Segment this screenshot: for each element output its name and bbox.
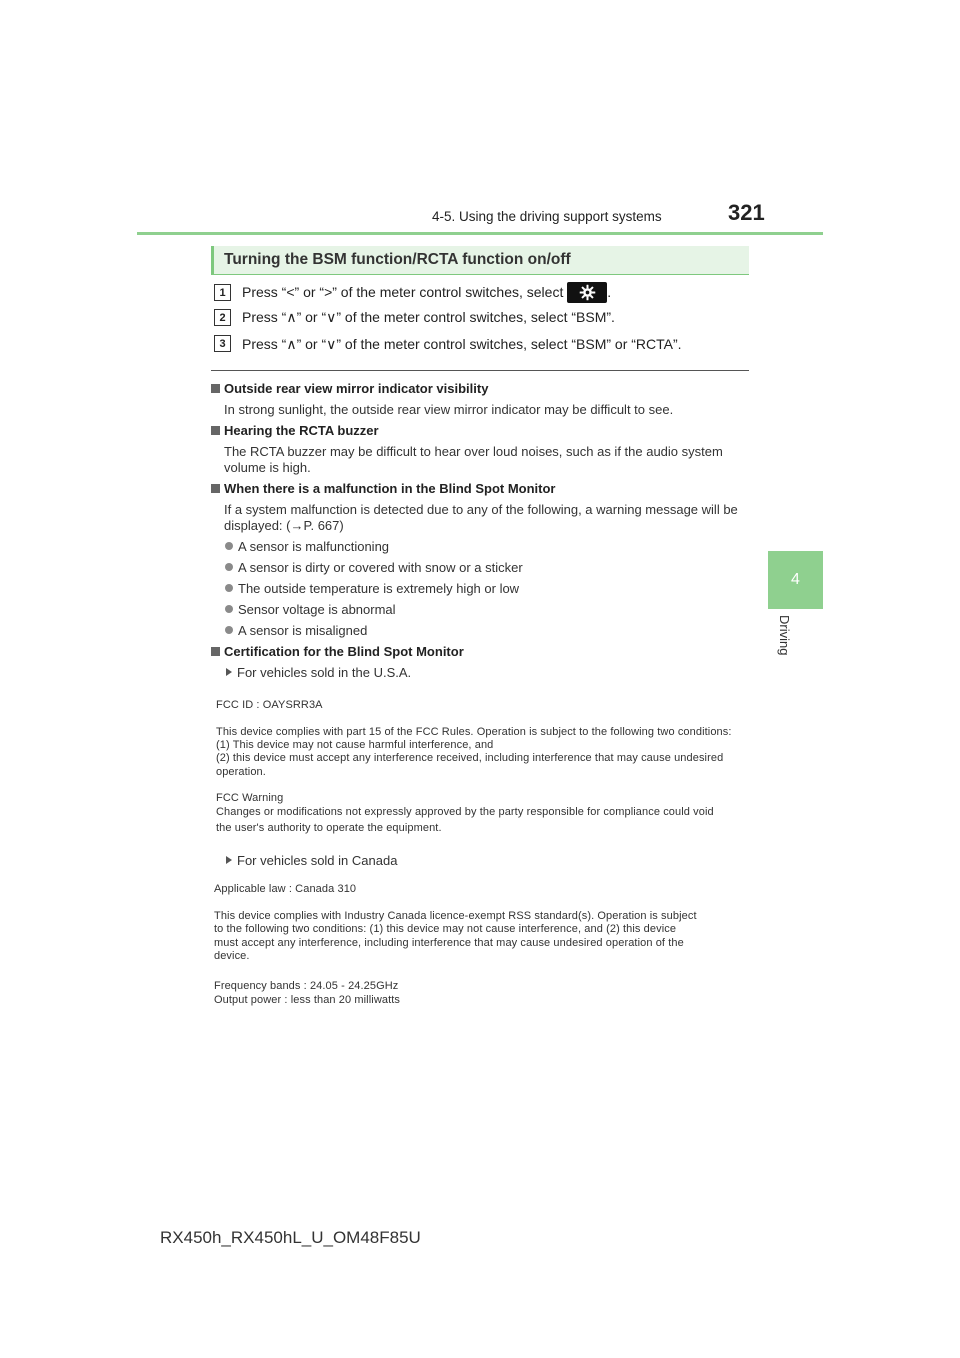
canada-line1: This device complies with Industry Canada licence-exempt RSS standard(s). Operation is subject xyxy=(214,910,697,922)
bullet-dot-icon xyxy=(225,626,233,634)
note-text-malfunction-line1: If a system malfunction is detected due to any of the following, a warning message will be xyxy=(224,502,738,517)
canada-law: Applicable law : Canada 310 xyxy=(214,883,357,895)
bullet-dot-icon xyxy=(225,584,233,592)
footer-model-code: RX450h_RX450hL_U_OM48F85U xyxy=(160,1228,421,1247)
step-1-text-before: Press “<” or “>” of the meter control switches, select xyxy=(242,284,564,301)
step-number-3: 3 xyxy=(214,335,231,352)
chapter-number: 4 xyxy=(791,571,800,588)
list-item: Sensor voltage is abnormal xyxy=(225,602,396,617)
square-bullet-icon xyxy=(211,384,220,393)
note-text-mirror: In strong sunlight, the outside rear view mirror indicator may be difficult to see. xyxy=(224,402,674,417)
canada-line4: device. xyxy=(214,950,250,962)
fcc-warning-line1: Changes or modifications not expressly approved by the party responsible for compliance could void xyxy=(216,806,714,818)
note-heading-mirror-text: Outside rear view mirror indicator visibility xyxy=(224,381,489,396)
canada-power: Output power : less than 20 milliwatts xyxy=(214,994,400,1006)
fcc-warning-line2: the user's authority to operate the equipment. xyxy=(216,822,442,834)
bullet-dot-icon xyxy=(225,563,233,571)
step-number-1: 1 xyxy=(214,284,231,301)
square-bullet-icon xyxy=(211,426,220,435)
list-item: The outside temperature is extremely high or low xyxy=(225,581,519,596)
triangle-bullet-icon xyxy=(226,856,232,864)
usa-subheading: For vehicles sold in the U.S.A. xyxy=(226,665,411,680)
chapter-tab xyxy=(768,551,823,609)
step-3-text: Press “∧” or “∨” of the meter control switches, select “BSM” or “RCTA”. xyxy=(242,336,682,352)
fcc-id: FCC ID : OAYSRR3A xyxy=(216,699,323,711)
header-section-title: 4-5. Using the driving support systems xyxy=(432,209,662,224)
canada-line2: to the following two conditions: (1) this device may not cause interference, and (2) this device xyxy=(214,923,677,935)
chapter-label: Driving xyxy=(777,615,792,656)
step-1-text-after: . xyxy=(607,284,612,301)
list-item: A sensor is malfunctioning xyxy=(225,539,389,554)
fcc-line1: This device complies with part 15 of the FCC Rules. Operation is subject to the following two conditions: xyxy=(216,726,732,738)
page-number: 321 xyxy=(728,200,765,225)
triangle-bullet-icon xyxy=(226,668,232,676)
step-1-text xyxy=(242,283,611,304)
note-heading-buzzer xyxy=(211,423,379,438)
settings-gear-icon xyxy=(567,282,607,303)
section-heading: Turning the BSM function/RCTA function on/off xyxy=(211,246,749,274)
list-item: A sensor is dirty or covered with snow or a sticker xyxy=(225,560,523,575)
bullet-dot-icon xyxy=(225,605,233,613)
note-heading-malfunction-text: When there is a malfunction in the Blind Spot Monitor xyxy=(224,481,556,496)
bullet-dot-icon xyxy=(225,542,233,550)
fcc-warning-title: FCC Warning xyxy=(216,792,284,804)
note-heading-malfunction xyxy=(211,481,556,496)
note-heading-certification-text: Certification for the Blind Spot Monitor xyxy=(224,644,464,659)
note-heading-mirror xyxy=(211,381,488,396)
canada-frequency: Frequency bands : 24.05 - 24.25GHz xyxy=(214,980,399,992)
note-heading-buzzer-text: Hearing the RCTA buzzer xyxy=(224,423,379,438)
fcc-line3: (2) this device must accept any interference received, including interference that may cause undesired xyxy=(216,752,724,764)
fcc-line4: operation. xyxy=(216,766,266,778)
fcc-line2: (1) This device may not cause harmful interference, and xyxy=(216,739,494,751)
section-divider xyxy=(211,370,749,371)
step-2-text: Press “∧” or “∨” of the meter control switches, select “BSM”. xyxy=(242,309,615,325)
square-bullet-icon xyxy=(211,647,220,656)
header-rule xyxy=(137,232,823,235)
note-text-malfunction-line2: displayed: (→P. 667) xyxy=(224,518,344,533)
note-text-buzzer-line1: The RCTA buzzer may be difficult to hear over loud noises, such as if the audio system xyxy=(224,444,723,459)
note-text-buzzer-line2: volume is high. xyxy=(224,460,311,475)
canada-line3: must accept any interference, including interference that may cause undesired operation of the xyxy=(214,937,684,949)
canada-subheading: For vehicles sold in Canada xyxy=(226,853,397,868)
step-number-2: 2 xyxy=(214,309,231,326)
section-heading-rule xyxy=(211,274,749,275)
list-item: A sensor is misaligned xyxy=(225,623,367,638)
square-bullet-icon xyxy=(211,484,220,493)
note-heading-certification xyxy=(211,644,464,659)
